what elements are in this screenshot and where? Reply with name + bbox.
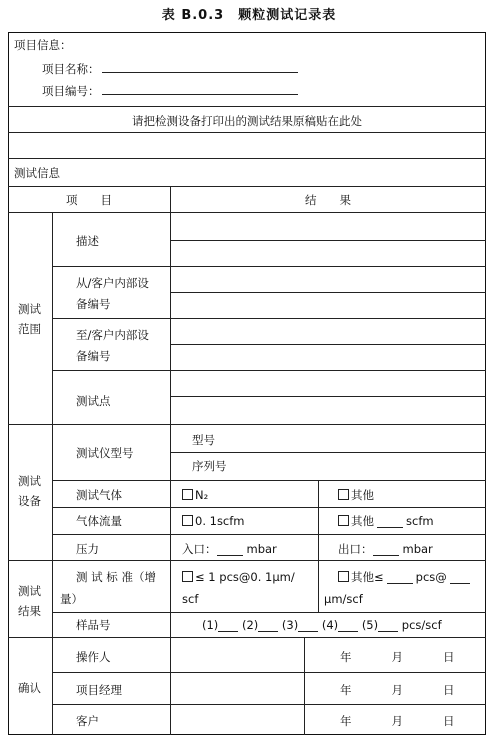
sample-label: 样品号 (76, 618, 111, 632)
divider (52, 612, 486, 613)
sample-index: (5) (361, 618, 379, 632)
manager-label: 项目经理 (76, 683, 122, 697)
year-text: 年 (340, 650, 352, 664)
divider (8, 424, 486, 425)
month-text: 月 (391, 650, 403, 664)
scope-from-label-1: 从/客户内部设 (76, 276, 149, 290)
outlet-label: 出口： (338, 542, 373, 556)
divider (8, 186, 486, 187)
standard-size-field[interactable] (450, 571, 470, 584)
checkbox-icon[interactable] (182, 571, 193, 582)
standard-option-a[interactable] (182, 570, 295, 584)
flow-other-option[interactable] (338, 514, 434, 528)
divider (52, 266, 486, 267)
inlet-pressure (182, 542, 277, 556)
standard-option-b[interactable] (338, 570, 470, 584)
outlet-pressure (338, 542, 433, 556)
customer-label: 客户 (76, 714, 99, 728)
standard-label-1: 测 试 标 准（增 (76, 570, 156, 584)
day-text: 日 (443, 650, 455, 664)
sample-field-4[interactable] (338, 619, 358, 632)
option-text: 其他 (351, 488, 374, 502)
checkbox-icon[interactable] (338, 571, 349, 582)
test-info-label: 测试信息 (14, 166, 60, 180)
divider (52, 672, 486, 673)
column-result-header: 结 果 (305, 193, 351, 207)
divider (8, 158, 486, 159)
scope-label-2: 范围 (18, 322, 41, 336)
standard-option-b-unit: μm/scf (324, 592, 363, 606)
divider (52, 507, 486, 508)
confirm-label: 确认 (18, 681, 41, 695)
divider (8, 132, 486, 133)
year-text: 年 (340, 714, 352, 728)
project-number-field[interactable] (102, 80, 298, 95)
sample-field-2[interactable] (258, 619, 278, 632)
sample-index: (4) (321, 618, 339, 632)
option-text: 其他 (351, 514, 374, 528)
checkbox-icon[interactable] (182, 515, 193, 526)
column-item-header: 项 目 (66, 193, 112, 207)
checkbox-icon[interactable] (338, 489, 349, 500)
pressure-label: 压力 (76, 542, 99, 556)
column-divider (170, 186, 171, 637)
scope-to-label-1: 至/客户内部设 (76, 328, 149, 342)
year-text: 年 (340, 683, 352, 697)
divider (8, 637, 486, 638)
divider (52, 318, 486, 319)
unit-text: pcs@ (415, 570, 447, 584)
standard-label-2: 量） (60, 592, 83, 606)
sample-field-1[interactable] (218, 619, 238, 632)
option-text: N₂ (195, 488, 209, 502)
page-title: 表 B.0.3 颗粒测试记录表 (161, 8, 337, 23)
divider (52, 480, 486, 481)
operator-label: 操作人 (76, 650, 111, 664)
day-text: 日 (443, 683, 455, 697)
project-info-header: 项目信息： (14, 38, 72, 52)
serial-label: 序列号 (192, 459, 227, 473)
result-line (170, 396, 486, 397)
divider (52, 370, 486, 371)
checkbox-icon[interactable] (338, 515, 349, 526)
project-name-field[interactable] (102, 58, 298, 73)
standard-option-a-unit: scf (182, 592, 199, 606)
divider (52, 704, 486, 705)
outlet-field[interactable] (373, 543, 399, 556)
sample-field-3[interactable] (298, 619, 318, 632)
option-text: 其他≤ (351, 570, 384, 584)
inlet-label: 入口： (182, 542, 217, 556)
model-label: 型号 (192, 433, 215, 447)
unit-text: pcs/scf (401, 618, 442, 632)
equipment-label-2: 设备 (18, 494, 41, 508)
divider (8, 106, 486, 107)
results-label-2: 结果 (18, 604, 41, 618)
standard-count-field[interactable] (387, 571, 413, 584)
sample-numbers (202, 618, 442, 632)
operator-date (340, 650, 455, 664)
flow-other-field[interactable] (377, 515, 403, 528)
sample-index: (1) (202, 618, 219, 632)
divider (8, 212, 486, 213)
column-divider (304, 637, 305, 735)
scope-to-label-2: 备编号 (76, 349, 111, 363)
column-divider (170, 637, 171, 735)
month-text: 月 (391, 714, 403, 728)
day-text: 日 (443, 714, 455, 728)
unit-text: mbar (246, 542, 277, 556)
divider (52, 534, 486, 535)
result-line (170, 292, 486, 293)
section-divider (52, 637, 53, 735)
gas-other-option[interactable] (338, 488, 374, 502)
result-line (170, 240, 486, 241)
project-number-label: 项目编号： (42, 84, 100, 98)
unit-text: scfm (406, 514, 434, 528)
results-label-1: 测试 (18, 584, 41, 598)
column-divider (318, 560, 319, 612)
flow-option[interactable] (182, 514, 245, 528)
sample-index: (3) (281, 618, 299, 632)
divider (170, 452, 486, 453)
month-text: 月 (391, 683, 403, 697)
gas-label: 测试气体 (76, 488, 122, 502)
option-text: 0. 1scfm (195, 514, 245, 528)
customer-date (340, 714, 455, 728)
checkbox-icon[interactable] (182, 489, 193, 500)
scope-label-1: 测试 (18, 302, 41, 316)
scope-point-label: 测试点 (76, 394, 111, 408)
result-line (170, 344, 486, 345)
flow-label: 气体流量 (76, 514, 122, 528)
gas-n2-option[interactable] (182, 488, 208, 502)
unit-text: mbar (402, 542, 433, 556)
divider (8, 560, 486, 561)
option-text: ≤ 1 pcs@0. 1μm/ (195, 570, 295, 584)
equipment-label-1: 测试 (18, 474, 41, 488)
sample-index: (2) (241, 618, 259, 632)
sample-field-5[interactable] (378, 619, 398, 632)
scope-from-label-2: 备编号 (76, 297, 111, 311)
project-name-label: 项目名称： (42, 62, 100, 76)
paste-note: 请把检测设备打印出的测试结果原稿贴在此处 (132, 114, 362, 128)
manager-date (340, 683, 455, 697)
instrument-label: 测试仪型号 (76, 446, 134, 460)
column-divider (318, 480, 319, 560)
scope-desc-label: 描述 (76, 234, 99, 248)
inlet-field[interactable] (217, 543, 243, 556)
